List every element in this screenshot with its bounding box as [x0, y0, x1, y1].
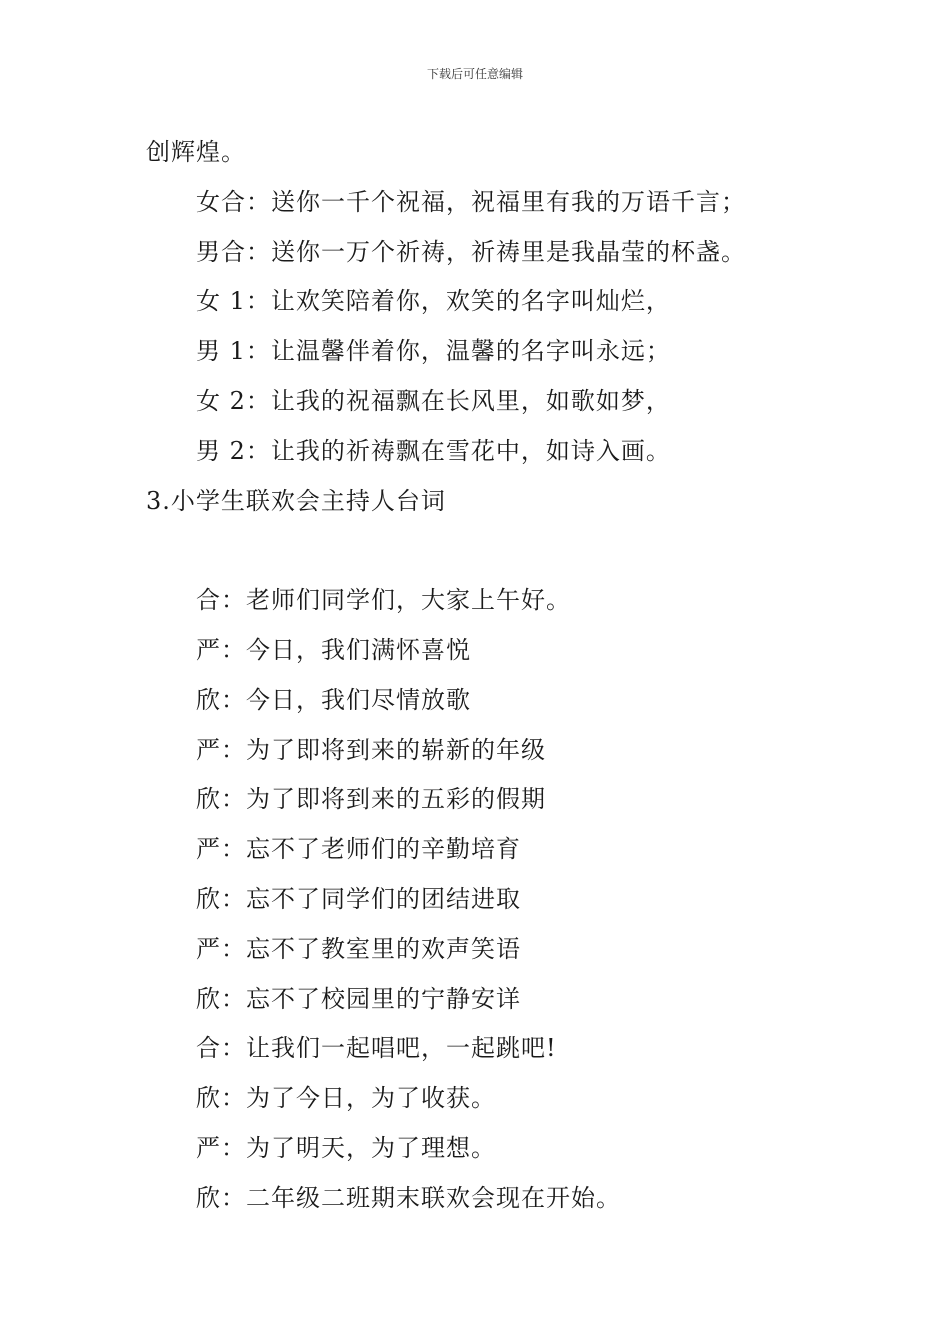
- dialogue-line: 男 2：让我的祈祷飘在雪花中，如诗入画。: [196, 436, 671, 465]
- dialogue-line: 男合：送你一万个祈祷，祈祷里是我晶莹的杯盏。: [196, 237, 746, 266]
- dialogue-line: 欣：忘不了校园里的宁静安详: [196, 984, 521, 1013]
- blank-line: [146, 526, 826, 576]
- dialogue-line: 女合：送你一千个祝福，祝福里有我的万语千言；: [196, 187, 746, 216]
- page-header: 下载后可任意编辑: [426, 67, 523, 81]
- dialogue-line: 欣：忘不了同学们的团结进取: [196, 884, 521, 913]
- dialogue-line: 严：忘不了老师们的辛勤培育: [196, 835, 521, 864]
- dialogue-line: 欣：为了即将到来的五彩的假期: [196, 785, 546, 814]
- dialogue-line: 严：今日，我们满怀喜悦: [196, 635, 471, 664]
- dialogue-line: 合：让我们一起唱吧，一起跳吧!: [196, 1034, 557, 1063]
- dialogue-line: 合：老师们同学们，大家上午好。: [196, 586, 571, 615]
- dialogue-line: 女 1：让欢笑陪着你，欢笑的名字叫灿烂，: [196, 287, 671, 316]
- document-body: [146, 128, 826, 1224]
- dialogue-line: 严：为了明天，为了理想。: [196, 1133, 496, 1162]
- dialogue-line: 欣：为了今日，为了收获。: [196, 1084, 496, 1113]
- continuation-line: 创辉煌。: [146, 138, 246, 166]
- dialogue-line: 女 2：让我的祝福飘在长风里，如歌如梦，: [196, 386, 671, 415]
- dialogue-line: 欣：今日，我们尽情放歌: [196, 685, 471, 714]
- dialogue-line: 严：为了即将到来的崭新的年级: [196, 735, 546, 764]
- dialogue-line: 严：忘不了教室里的欢声笑语: [196, 934, 521, 963]
- section-heading: 3.小学生联欢会主持人台词: [146, 486, 446, 515]
- dialogue-line: 欣：二年级二班期末联欢会现在开始。: [196, 1183, 621, 1212]
- dialogue-line: 男 1：让温馨伴着你，温馨的名字叫永远；: [196, 337, 671, 366]
